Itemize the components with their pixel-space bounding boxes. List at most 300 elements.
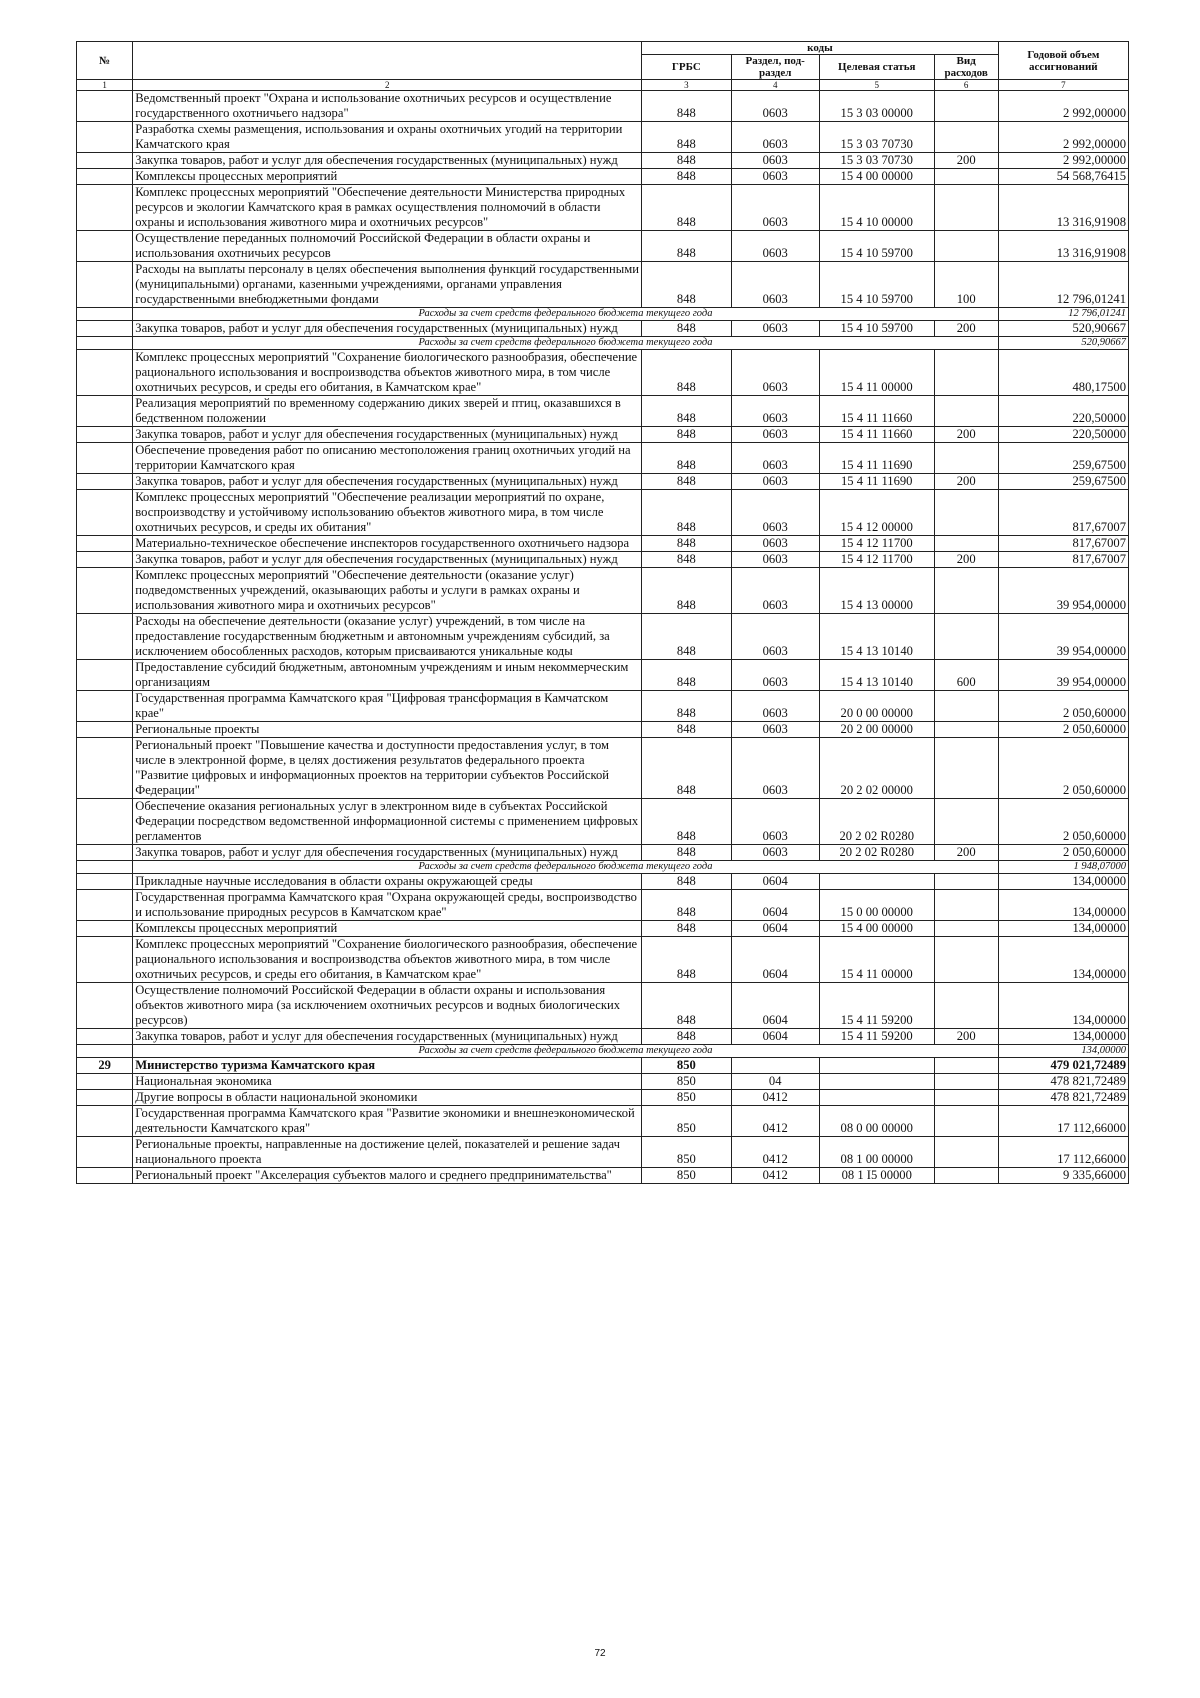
target-article-cell: 20 2 02 00000 [819, 738, 934, 799]
amount-cell: 2 992,00000 [998, 91, 1128, 122]
note-row [77, 861, 1129, 874]
grbs-cell: 848 [642, 350, 731, 396]
item-name-cell: Закупка товаров, работ и услуг для обеспечения государственных (муниципальных) нужд [133, 427, 642, 443]
item-name-cell: Комплекс процессных мероприятий "Обеспечение реализации мероприятий по охране, воспроизводству и устойчивому использованию объектов животного мира, в том числе охотничьих ресурсов, и среды их обитания" [133, 490, 642, 536]
item-name-cell: Закупка товаров, работ и услуг для обеспечения государственных (муниципальных) нужд [133, 474, 642, 490]
section-cell: 0603 [731, 799, 819, 845]
expense-type-cell [934, 91, 998, 122]
section-cell: 0603 [731, 614, 819, 660]
section-cell: 0603 [731, 169, 819, 185]
expense-type-cell [934, 1058, 998, 1074]
amount-cell: 817,67007 [998, 490, 1128, 536]
grbs-cell: 848 [642, 1029, 731, 1045]
header-annual: Годовой объем ассигнований [998, 42, 1128, 80]
grbs-cell: 848 [642, 321, 731, 337]
grbs-cell: 848 [642, 614, 731, 660]
expense-type-cell [934, 1168, 998, 1184]
amount-cell: 17 112,66000 [998, 1106, 1128, 1137]
item-name-cell: Другие вопросы в области национальной экономики [133, 1090, 642, 1106]
amount-cell: 259,67500 [998, 443, 1128, 474]
amount-cell: 9 335,66000 [998, 1168, 1128, 1184]
amount-cell: 13 316,91908 [998, 185, 1128, 231]
table-row [77, 169, 1129, 185]
amount-cell: 520,90667 [998, 321, 1128, 337]
item-name-cell: Закупка товаров, работ и услуг для обеспечения государственных (муниципальных) нужд [133, 153, 642, 169]
row-number-cell [77, 845, 133, 861]
table-row [77, 1029, 1129, 1045]
note-label: Расходы за счет средств федерального бюджета текущего года [133, 337, 998, 350]
row-number-cell [77, 799, 133, 845]
expense-type-cell: 200 [934, 845, 998, 861]
grbs-cell: 848 [642, 536, 731, 552]
grbs-cell: 848 [642, 983, 731, 1029]
target-article-cell: 15 4 12 11700 [819, 552, 934, 568]
item-name-cell: Обеспечение оказания региональных услуг в электронном виде в субъектах Российской Федерации посредством ведомственной информационной системы с применением цифровых регламентов [133, 799, 642, 845]
item-name-cell: Закупка товаров, работ и услуг для обеспечения государственных (муниципальных) нужд [133, 1029, 642, 1045]
amount-cell: 259,67500 [998, 474, 1128, 490]
target-article-cell: 15 4 10 59700 [819, 231, 934, 262]
table-row [77, 350, 1129, 396]
expense-type-cell [934, 937, 998, 983]
row-number-cell [77, 262, 133, 308]
table-row [77, 396, 1129, 427]
target-article-cell: 08 1 00 00000 [819, 1137, 934, 1168]
amount-cell: 220,50000 [998, 427, 1128, 443]
section-cell: 0603 [731, 321, 819, 337]
row-number-cell [77, 614, 133, 660]
section-cell: 0603 [731, 185, 819, 231]
item-name-cell: Государственная программа Камчатского края "Охрана окружающей среды, воспроизводство и использование природных ресурсов в Камчатском крае" [133, 890, 642, 921]
row-number-cell [77, 321, 133, 337]
row-number-cell [77, 874, 133, 890]
expense-type-cell [934, 1074, 998, 1090]
target-article-cell: 08 0 00 00000 [819, 1106, 934, 1137]
grbs-cell: 848 [642, 691, 731, 722]
table-row [77, 845, 1129, 861]
item-name-cell: Материально-техническое обеспечение инспекторов государственного охотничьего надзора [133, 536, 642, 552]
expense-type-cell [934, 983, 998, 1029]
grbs-cell: 848 [642, 722, 731, 738]
item-name-cell: Осуществление переданных полномочий Российской Федерации в области охраны и использования охотничьих ресурсов [133, 231, 642, 262]
table-row [77, 443, 1129, 474]
section-cell: 0603 [731, 691, 819, 722]
section-cell: 0604 [731, 937, 819, 983]
table-row [77, 1168, 1129, 1184]
section-cell: 0603 [731, 738, 819, 799]
amount-cell: 134,00000 [998, 937, 1128, 983]
section-cell: 0603 [731, 231, 819, 262]
header-name [133, 42, 642, 80]
amount-cell: 134,00000 [998, 874, 1128, 890]
amount-cell: 2 050,60000 [998, 722, 1128, 738]
expense-type-cell [934, 231, 998, 262]
row-number-cell [77, 1045, 133, 1058]
row-number-cell [77, 861, 133, 874]
amount-cell: 817,67007 [998, 552, 1128, 568]
row-number-cell [77, 568, 133, 614]
amount-cell: 478 821,72489 [998, 1090, 1128, 1106]
item-name-cell: Министерство туризма Камчатского края [133, 1058, 642, 1074]
table-row [77, 1074, 1129, 1090]
row-number-cell [77, 722, 133, 738]
target-article-cell: 15 4 11 59200 [819, 983, 934, 1029]
section-cell: 0603 [731, 350, 819, 396]
target-article-cell: 15 0 00 00000 [819, 890, 934, 921]
table-row [77, 262, 1129, 308]
target-article-cell: 15 4 11 00000 [819, 350, 934, 396]
target-article-cell: 15 4 13 00000 [819, 568, 934, 614]
expense-type-cell [934, 738, 998, 799]
table-row [77, 890, 1129, 921]
row-number-cell [77, 185, 133, 231]
target-article-cell [819, 1058, 934, 1074]
section-cell: 0603 [731, 660, 819, 691]
amount-cell: 134,00000 [998, 983, 1128, 1029]
table-row [77, 614, 1129, 660]
grbs-cell: 848 [642, 122, 731, 153]
target-article-cell: 15 4 10 59700 [819, 321, 934, 337]
row-number-cell [77, 308, 133, 321]
expense-type-cell: 200 [934, 474, 998, 490]
header-codes: коды [642, 42, 999, 55]
section-cell: 0603 [731, 552, 819, 568]
item-name-cell: Комплексы процессных мероприятий [133, 921, 642, 937]
row-number-cell [77, 169, 133, 185]
header-no: № [77, 42, 133, 80]
row-number-cell [77, 1137, 133, 1168]
target-article-cell: 15 4 11 00000 [819, 937, 934, 983]
amount-cell: 13 316,91908 [998, 231, 1128, 262]
table-row [77, 91, 1129, 122]
amount-cell: 2 050,60000 [998, 799, 1128, 845]
expense-type-cell [934, 568, 998, 614]
item-name-cell: Региональные проекты [133, 722, 642, 738]
row-number-cell [77, 490, 133, 536]
target-article-cell: 15 3 03 70730 [819, 122, 934, 153]
row-number-cell [77, 921, 133, 937]
budget-table [76, 41, 1129, 1184]
grbs-cell: 848 [642, 921, 731, 937]
section-cell: 0412 [731, 1106, 819, 1137]
item-name-cell: Ведомственный проект "Охрана и использование охотничьих ресурсов и осуществление государственного охотничьего надзора" [133, 91, 642, 122]
grbs-cell: 848 [642, 890, 731, 921]
col-number: 6 [934, 80, 998, 91]
expense-type-cell [934, 185, 998, 231]
expense-type-cell [934, 799, 998, 845]
section-cell: 0603 [731, 845, 819, 861]
expense-type-cell [934, 614, 998, 660]
target-article-cell: 15 4 12 11700 [819, 536, 934, 552]
item-name-cell: Прикладные научные исследования в области охраны окружающей среды [133, 874, 642, 890]
expense-type-cell [934, 1106, 998, 1137]
target-article-cell: 08 1 I5 00000 [819, 1168, 934, 1184]
section-cell: 0603 [731, 262, 819, 308]
expense-type-cell [934, 396, 998, 427]
expense-type-cell: 600 [934, 660, 998, 691]
target-article-cell: 15 4 11 11690 [819, 443, 934, 474]
amount-cell: 478 821,72489 [998, 1074, 1128, 1090]
section-cell: 0603 [731, 474, 819, 490]
target-article-cell [819, 874, 934, 890]
grbs-cell: 848 [642, 262, 731, 308]
table-row [77, 660, 1129, 691]
row-number-cell: 29 [77, 1058, 133, 1074]
expense-type-cell [934, 443, 998, 474]
table-row [77, 1058, 1129, 1074]
item-name-cell: Расходы на обеспечение деятельности (оказание услуг) учреждений, в том числе на предоставление государственным бюджетным и автономным учреждениям субсидий, за исключением обособленных расходов, которым присваиваются уникальные коды [133, 614, 642, 660]
section-cell [731, 1058, 819, 1074]
header-section: Раздел, под-раздел [731, 55, 819, 80]
target-article-cell: 20 0 00 00000 [819, 691, 934, 722]
grbs-cell: 848 [642, 552, 731, 568]
grbs-cell: 848 [642, 396, 731, 427]
target-article-cell: 15 3 03 00000 [819, 91, 934, 122]
table-row [77, 568, 1129, 614]
target-article-cell [819, 1090, 934, 1106]
note-label: Расходы за счет средств федерального бюджета текущего года [133, 308, 998, 321]
section-cell: 0603 [731, 536, 819, 552]
amount-cell: 39 954,00000 [998, 614, 1128, 660]
amount-cell: 12 796,01241 [998, 262, 1128, 308]
note-label: Расходы за счет средств федерального бюджета текущего года [133, 861, 998, 874]
note-row [77, 337, 1129, 350]
section-cell: 0603 [731, 153, 819, 169]
table-row [77, 722, 1129, 738]
row-number-cell [77, 231, 133, 262]
table-row [77, 321, 1129, 337]
expense-type-cell [934, 169, 998, 185]
grbs-cell: 848 [642, 937, 731, 983]
item-name-cell: Расходы на выплаты персоналу в целях обеспечения выполнения функций государственными (муниципальными) органами, казенными учреждениями, органами управления государственными внебюджетными фондами [133, 262, 642, 308]
target-article-cell: 15 4 10 00000 [819, 185, 934, 231]
expense-type-cell: 100 [934, 262, 998, 308]
item-name-cell: Закупка товаров, работ и услуг для обеспечения государственных (муниципальных) нужд [133, 552, 642, 568]
item-name-cell: Закупка товаров, работ и услуг для обеспечения государственных (муниципальных) нужд [133, 845, 642, 861]
expense-type-cell: 200 [934, 153, 998, 169]
amount-cell: 54 568,76415 [998, 169, 1128, 185]
section-cell: 04 [731, 1074, 819, 1090]
table-row [77, 1137, 1129, 1168]
table-row [77, 153, 1129, 169]
table-row [77, 552, 1129, 568]
section-cell: 0604 [731, 874, 819, 890]
col-number: 1 [77, 80, 133, 91]
section-cell: 0603 [731, 443, 819, 474]
grbs-cell: 848 [642, 427, 731, 443]
table-row [77, 427, 1129, 443]
section-cell: 0603 [731, 490, 819, 536]
item-name-cell: Разработка схемы размещения, использования и охраны охотничьих угодий на территории Камчатского края [133, 122, 642, 153]
amount-cell: 134,00000 [998, 1029, 1128, 1045]
expense-type-cell [934, 1137, 998, 1168]
table-row [77, 983, 1129, 1029]
grbs-cell: 848 [642, 568, 731, 614]
row-number-cell [77, 890, 133, 921]
row-number-cell [77, 660, 133, 691]
amount-cell: 480,17500 [998, 350, 1128, 396]
section-cell: 0603 [731, 427, 819, 443]
grbs-cell: 848 [642, 443, 731, 474]
section-cell: 0603 [731, 91, 819, 122]
target-article-cell: 15 4 00 00000 [819, 169, 934, 185]
item-name-cell: Комплекс процессных мероприятий "Обеспечение деятельности (оказание услуг) подведомственных учреждений, оказывающих работы и услуги в рамках охраны и использования животного мира и охотничьих ресурсов" [133, 568, 642, 614]
expense-type-cell [934, 1090, 998, 1106]
table-row [77, 536, 1129, 552]
grbs-cell: 848 [642, 185, 731, 231]
grbs-cell: 848 [642, 845, 731, 861]
grbs-cell: 848 [642, 231, 731, 262]
table-row [77, 799, 1129, 845]
table-row [77, 490, 1129, 536]
row-number-cell [77, 536, 133, 552]
expense-type-cell [934, 890, 998, 921]
amount-cell: 2 992,00000 [998, 122, 1128, 153]
table-row [77, 937, 1129, 983]
target-article-cell: 15 4 13 10140 [819, 660, 934, 691]
amount-cell: 17 112,66000 [998, 1137, 1128, 1168]
col-number: 7 [998, 80, 1128, 91]
item-name-cell: Комплекс процессных мероприятий "Сохранение биологического разнообразия, обеспечение рационального использования и воспроизводства объектов животного мира, в том числе охотничьих ресурсов, и среды его обитания, в Камчатском крае" [133, 350, 642, 396]
expense-type-cell [934, 874, 998, 890]
row-number-cell [77, 396, 133, 427]
item-name-cell: Комплекс процессных мероприятий "Обеспечение деятельности Министерства природных ресурсов и экологии Камчатского края в рамках осуществления полномочий в области охраны и использования животного мира и охотничьих ресурсов" [133, 185, 642, 231]
row-number-cell [77, 1090, 133, 1106]
grbs-cell: 848 [642, 799, 731, 845]
item-name-cell: Государственная программа Камчатского края "Цифровая трансформация в Камчатском крае" [133, 691, 642, 722]
row-number-cell [77, 1074, 133, 1090]
expense-type-cell [934, 350, 998, 396]
amount-cell: 2 050,60000 [998, 738, 1128, 799]
item-name-cell: Комплексы процессных мероприятий [133, 169, 642, 185]
expense-type-cell [934, 490, 998, 536]
item-name-cell: Государственная программа Камчатского края "Развитие экономики и внешнеэкономической деятельности Камчатского края" [133, 1106, 642, 1137]
row-number-cell [77, 122, 133, 153]
amount-cell: 39 954,00000 [998, 660, 1128, 691]
amount-cell: 39 954,00000 [998, 568, 1128, 614]
target-article-cell: 15 4 11 59200 [819, 1029, 934, 1045]
section-cell: 0604 [731, 983, 819, 1029]
table-row [77, 874, 1129, 890]
section-cell: 0604 [731, 1029, 819, 1045]
note-row [77, 308, 1129, 321]
grbs-cell: 850 [642, 1090, 731, 1106]
grbs-cell: 848 [642, 153, 731, 169]
row-number-cell [77, 1029, 133, 1045]
section-cell: 0603 [731, 396, 819, 427]
row-number-cell [77, 738, 133, 799]
row-number-cell [77, 691, 133, 722]
target-article-cell: 15 3 03 70730 [819, 153, 934, 169]
target-article-cell: 20 2 00 00000 [819, 722, 934, 738]
grbs-cell: 850 [642, 1074, 731, 1090]
target-article-cell [819, 1074, 934, 1090]
section-cell: 0603 [731, 122, 819, 153]
expense-type-cell [934, 122, 998, 153]
row-number-cell [77, 350, 133, 396]
amount-cell: 2 992,00000 [998, 153, 1128, 169]
target-article-cell: 15 4 10 59700 [819, 262, 934, 308]
row-number-cell [77, 937, 133, 983]
grbs-cell: 848 [642, 91, 731, 122]
col-number: 5 [819, 80, 934, 91]
section-cell: 0603 [731, 722, 819, 738]
table-row [77, 231, 1129, 262]
item-name-cell: Комплекс процессных мероприятий "Сохранение биологического разнообразия, обеспечение рационального использования и воспроизводства объектов животного мира, в том числе охотничьих ресурсов, и среды его обитания, в Камчатском крае" [133, 937, 642, 983]
table-row [77, 1106, 1129, 1137]
table-row [77, 185, 1129, 231]
table-row [77, 474, 1129, 490]
amount-cell: 1 948,07000 [998, 861, 1128, 874]
header-target: Целевая статья [819, 55, 934, 80]
grbs-cell: 848 [642, 169, 731, 185]
note-row [77, 1045, 1129, 1058]
amount-cell: 2 050,60000 [998, 845, 1128, 861]
amount-cell: 479 021,72489 [998, 1058, 1128, 1074]
amount-cell: 520,90667 [998, 337, 1128, 350]
target-article-cell: 15 4 11 11660 [819, 396, 934, 427]
expense-type-cell: 200 [934, 552, 998, 568]
header-grbs: ГРБС [642, 55, 731, 80]
expense-type-cell [934, 722, 998, 738]
item-name-cell: Реализация мероприятий по временному содержанию диких зверей и птиц, оказавшихся в бедственном положении [133, 396, 642, 427]
table-row [77, 738, 1129, 799]
row-number-cell [77, 552, 133, 568]
section-cell: 0604 [731, 890, 819, 921]
item-name-cell: Закупка товаров, работ и услуг для обеспечения государственных (муниципальных) нужд [133, 321, 642, 337]
grbs-cell: 848 [642, 738, 731, 799]
target-article-cell: 15 4 13 10140 [819, 614, 934, 660]
target-article-cell: 20 2 02 R0280 [819, 799, 934, 845]
grbs-cell: 850 [642, 1137, 731, 1168]
expense-type-cell: 200 [934, 1029, 998, 1045]
col-number: 3 [642, 80, 731, 91]
grbs-cell: 850 [642, 1058, 731, 1074]
expense-type-cell: 200 [934, 321, 998, 337]
grbs-cell: 848 [642, 474, 731, 490]
item-name-cell: Региональные проекты, направленные на достижение целей, показателей и решение задач национального проекта [133, 1137, 642, 1168]
table-row [77, 921, 1129, 937]
row-number-cell [77, 1106, 133, 1137]
section-cell: 0412 [731, 1168, 819, 1184]
target-article-cell: 15 4 11 11660 [819, 427, 934, 443]
grbs-cell: 848 [642, 660, 731, 691]
row-number-cell [77, 983, 133, 1029]
table-row [77, 691, 1129, 722]
item-name-cell: Региональный проект "Повышение качества и доступности предоставления услуг, в том числе в электронной форме, в целях достижения результатов федерального проекта "Развитие цифровых и информационных проектов на территории субъектов Российской Федерации" [133, 738, 642, 799]
target-article-cell: 15 4 11 11690 [819, 474, 934, 490]
row-number-cell [77, 91, 133, 122]
page-number: 72 [594, 1648, 606, 1659]
amount-cell: 134,00000 [998, 890, 1128, 921]
target-article-cell: 15 4 12 00000 [819, 490, 934, 536]
amount-cell: 134,00000 [998, 921, 1128, 937]
section-cell: 0412 [731, 1137, 819, 1168]
amount-cell: 12 796,01241 [998, 308, 1128, 321]
grbs-cell: 848 [642, 490, 731, 536]
amount-cell: 2 050,60000 [998, 691, 1128, 722]
grbs-cell: 850 [642, 1106, 731, 1137]
row-number-cell [77, 153, 133, 169]
item-name-cell: Региональный проект "Акселерация субъектов малого и среднего предпринимательства" [133, 1168, 642, 1184]
note-label: Расходы за счет средств федерального бюджета текущего года [133, 1045, 998, 1058]
table-row [77, 122, 1129, 153]
amount-cell: 134,00000 [998, 1045, 1128, 1058]
col-number: 4 [731, 80, 819, 91]
grbs-cell: 850 [642, 1168, 731, 1184]
amount-cell: 220,50000 [998, 396, 1128, 427]
table-row [77, 1090, 1129, 1106]
expense-type-cell [934, 921, 998, 937]
